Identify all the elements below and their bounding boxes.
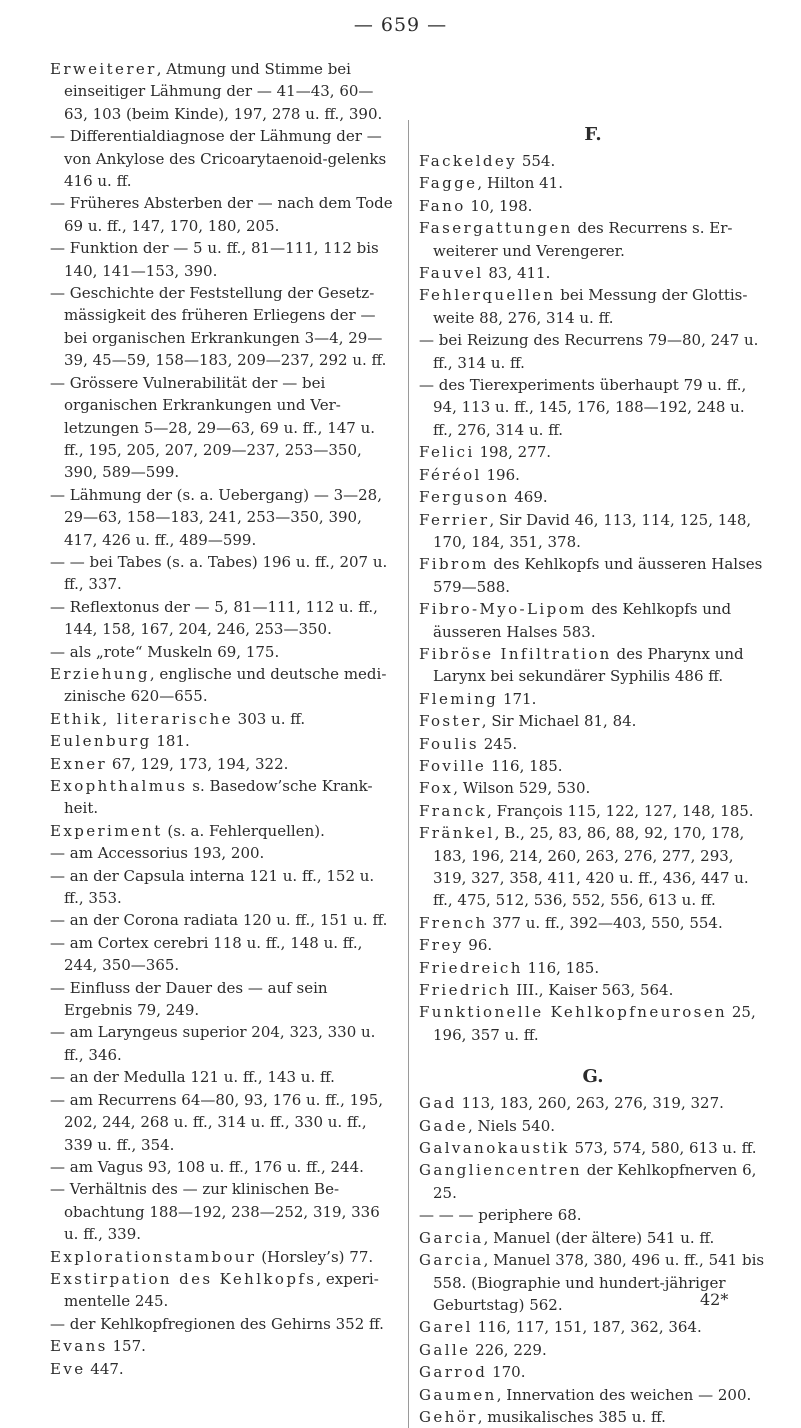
- entry-text: , Sir David 46, 113, 114, 125, 148, 170, 184, 351, 378.: [433, 510, 752, 551]
- entry-text: 116, 185.: [486, 756, 563, 775]
- entry-text: 113, 183, 260, 263, 276, 319, 327.: [456, 1094, 724, 1113]
- entry-headword: Frey: [419, 936, 464, 955]
- index-entry: [50, 663, 395, 708]
- index-entry: [50, 372, 395, 484]
- entry-headword: Explorationstambour: [50, 1247, 257, 1266]
- entry-text: bei Messung der Glottis-weite 88, 276, 314 u. ff.: [433, 286, 748, 327]
- index-entry: [419, 1137, 767, 1159]
- entry-text: 469.: [509, 488, 548, 507]
- entry-text: 171.: [498, 689, 537, 708]
- index-entry: [50, 192, 395, 237]
- entry-text: s. Basedow’sche Krank-heit.: [64, 777, 373, 818]
- index-entry: [50, 125, 395, 192]
- entry-text: — an der Medulla 121 u. ff., 143 u. ff.: [50, 1068, 335, 1087]
- index-entry: [50, 1313, 395, 1335]
- index-entry: [419, 979, 767, 1001]
- entry-headword: French: [419, 913, 488, 932]
- entry-headword: Evans: [50, 1337, 108, 1356]
- entry-text: — am Accessorius 193, 200.: [50, 844, 265, 863]
- entry-headword: Fleming: [419, 689, 499, 708]
- index-entry: [419, 1159, 767, 1204]
- index-entry: [50, 932, 395, 977]
- index-entry: [50, 484, 395, 551]
- entry-text: — Einfluss der Dauer des — auf sein Ergebnis 79, 249.: [50, 978, 328, 1020]
- entry-text: — Funktion der — 5 u. ff., 81—111, 112 bis 140, 141—153, 390.: [50, 239, 379, 280]
- index-entry: [419, 150, 767, 172]
- index-entry: [50, 1268, 395, 1313]
- entry-headword: Ethik, literarische: [50, 709, 233, 728]
- entry-text: 83, 411.: [483, 264, 551, 283]
- entry-text: — am Recurrens 64—80, 93, 176 u. ff., 195, 202, 244, 268 u. ff., 314 u. ff., 330 u. ff., 339 u. ff., 354.: [50, 1090, 384, 1154]
- entry-text: , Hilton 41.: [477, 174, 563, 193]
- entry-headword: Fibröse Infiltration: [419, 644, 612, 663]
- entry-text: , Manuel 378, 380, 496 u. ff., 541 bis 558. (Biographie und hundert-jähriger Geburtstag) 562.: [433, 1251, 765, 1314]
- index-entry: [50, 641, 395, 663]
- entry-headword: Funktionelle Kehlkopfneurosen: [419, 1003, 728, 1022]
- entry-text: — am Cortex cerebri 118 u. ff., 148 u. ff., 244, 350—365.: [50, 933, 363, 975]
- index-entry: [419, 509, 767, 554]
- entry-headword: Foulis: [419, 734, 479, 753]
- entry-text: — — — periphere 68.: [419, 1206, 582, 1225]
- entry-headword: Fränkel: [419, 824, 495, 843]
- entry-text: , Atmung und Stimme bei einseitiger Lähmung der — 41—43, 60—63, 103 (beim Kinde), 197, 278 u. ff., 390.: [64, 60, 383, 123]
- entry-text: des Recurrens s. Er-weiterer und Verengerer.: [433, 219, 733, 260]
- entry-text: , Manuel (der ältere) 541 u. ff.: [483, 1228, 715, 1247]
- entry-text: des Kehlkopfs und äusseren Halses 579—588.: [433, 555, 763, 596]
- index-entry: [50, 865, 395, 910]
- left-column: [50, 58, 395, 1380]
- entry-text: , Niels 540.: [468, 1116, 556, 1135]
- entry-text: 10, 198.: [465, 196, 533, 215]
- index-entry: [419, 598, 767, 643]
- right-column: [408, 120, 767, 1428]
- entry-text: 116, 185.: [522, 958, 600, 977]
- entry-text: — Verhältnis des — zur klinischen Be-obachtung 188—192, 238—252, 319, 336 u. ff., 339.: [50, 1180, 380, 1244]
- entry-text: des Kehlkopfs und äusseren Halses 583.: [433, 600, 732, 641]
- entry-text: des Pharynx und Larynx bei sekundärer Syphilis 486 ff.: [433, 644, 744, 686]
- index-entry: [419, 1361, 767, 1383]
- entry-text: , Innervation des weichen — 200.: [496, 1385, 752, 1404]
- index-entry: [419, 733, 767, 755]
- index-entry: [419, 441, 767, 463]
- entry-text: 377 u. ff., 392—403, 550, 554.: [487, 913, 723, 932]
- index-entry: [50, 596, 395, 641]
- entry-text: 67, 129, 173, 194, 322.: [107, 754, 289, 773]
- entry-headword: Galvanokaustik: [419, 1139, 570, 1158]
- entry-headword: Fehlerquellen: [419, 286, 556, 305]
- index-entry: [50, 1246, 395, 1268]
- entry-text: , Wilson 529, 530.: [453, 779, 591, 798]
- section-g-entries: [419, 1092, 767, 1428]
- entry-headword: Fibro-Myo-Lipom: [419, 600, 587, 619]
- entry-text: — an der Capsula interna 121 u. ff., 152 u. ff., 353.: [50, 866, 375, 908]
- index-entry: [50, 753, 395, 775]
- index-entry: [50, 1089, 395, 1156]
- index-entry: [419, 464, 767, 486]
- index-entry: [419, 1406, 767, 1428]
- entry-text: , François 115, 122, 127, 148, 185.: [487, 801, 754, 820]
- signature-mark: 42*: [700, 1290, 729, 1309]
- entry-headword: Exner: [50, 754, 108, 773]
- entry-text: — Differentialdiagnose der Lähmung der — von Ankylose des Cricoarytaenoid-gelenks 416 u. ff.: [50, 127, 387, 191]
- entry-headword: Ferrier: [419, 510, 490, 529]
- entry-headword: Garcia: [419, 1228, 484, 1247]
- index-entry: [419, 777, 767, 799]
- entry-text: 157.: [107, 1337, 146, 1356]
- index-entry: [419, 284, 767, 329]
- entry-headword: Fagge: [419, 174, 478, 193]
- entry-headword: Gehör: [419, 1407, 478, 1426]
- index-entry: [50, 820, 395, 842]
- entry-text: — Früheres Absterben der — nach dem Tode 69 u. ff., 147, 170, 180, 205.: [50, 194, 393, 235]
- index-entry: [419, 710, 767, 732]
- entry-headword: Fasergattungen: [419, 219, 573, 238]
- index-entry: [50, 1358, 395, 1380]
- index-entry: [419, 172, 767, 194]
- index-entry: [419, 1384, 767, 1406]
- entry-text: — Reflextonus der — 5, 81—111, 112 u. ff., 144, 158, 167, 204, 246, 253—350.: [50, 597, 378, 639]
- entry-text: — der Kehlkopfregionen des Gehirns 352 ff.: [50, 1314, 384, 1333]
- index-entry: [419, 688, 767, 710]
- index-entry: [419, 262, 767, 284]
- entry-text: 573, 574, 580, 613 u. ff.: [569, 1139, 757, 1158]
- entry-text: 303 u. ff.: [232, 709, 306, 728]
- entry-headword: Féréol: [419, 465, 482, 484]
- index-entry: [419, 486, 767, 508]
- entry-headword: Foster: [419, 712, 482, 731]
- entry-headword: Friedreich: [419, 958, 523, 977]
- index-entry: [419, 329, 767, 374]
- entry-headword: Erweiterer: [50, 60, 157, 78]
- entry-headword: Experiment: [50, 821, 163, 840]
- entry-text: 198, 277.: [474, 443, 552, 462]
- entry-text: 116, 117, 151, 187, 362, 364.: [472, 1318, 702, 1337]
- entry-headword: Friedrich: [419, 981, 512, 1000]
- entry-headword: Eulenburg: [50, 732, 152, 751]
- index-entry: [419, 1092, 767, 1114]
- index-entry: [419, 374, 767, 441]
- index-entry: [50, 1178, 395, 1245]
- entry-text: , B., 25, 83, 86, 88, 92, 170, 178, 183, 196, 214, 260, 263, 276, 277, 293, 319, 327, 358, 411, 420 u. ff., 436, 447 u. ff., 475, 512, 536, 552, 556, 613 u. ff.: [433, 824, 749, 910]
- entry-headword: Fibrom: [419, 555, 489, 574]
- entry-text: — — bei Tabes (s. a. Tabes) 196 u. ff., 207 u. ff., 337.: [50, 552, 388, 594]
- entry-text: — am Vagus 93, 108 u. ff., 176 u. ff., 244.: [50, 1157, 364, 1176]
- index-entry: [50, 775, 395, 820]
- index-entry: [419, 822, 767, 912]
- entry-text: 170.: [487, 1363, 526, 1382]
- entry-text: (Horsley’s) 77.: [256, 1247, 374, 1266]
- entry-text: — Grössere Vulnerabilität der — bei organischen Erkrankungen und Ver-letzungen 5—28, 29—63, 69 u. ff., 147 u. ff., 195, 205, 207, 209—237, 253—350, 390, 589—599.: [50, 373, 376, 482]
- entry-headword: Gangliencentren: [419, 1161, 582, 1180]
- entry-text: , englische und deutsche medi-zinische 620—655.: [64, 664, 387, 706]
- entry-text: (s. a. Fehlerquellen).: [162, 821, 325, 840]
- entry-headword: Erziehung: [50, 664, 150, 683]
- index-entry: [50, 977, 395, 1022]
- entry-text: 554.: [517, 152, 556, 170]
- entry-text: 447.: [85, 1359, 124, 1378]
- entry-text: — des Tierexperiments überhaupt 79 u. ff., 94, 113 u. ff., 145, 176, 188—192, 248 u. ff., 276, 314 u. ff.: [419, 376, 747, 439]
- entry-text: 245.: [478, 734, 518, 753]
- entry-text: — als „rote“ Muskeln 69, 175.: [50, 642, 280, 661]
- entry-text: 181.: [151, 732, 190, 751]
- index-entry: [50, 1021, 395, 1066]
- section-f-entries: [419, 150, 767, 1046]
- entry-text: 25, 196, 357 u. ff.: [433, 1003, 756, 1044]
- index-entry: [50, 842, 395, 864]
- index-entry: [50, 909, 395, 931]
- index-entry: [50, 1335, 395, 1357]
- section-letter-f: F.: [584, 124, 602, 145]
- index-entry: [50, 551, 395, 596]
- index-entry: [419, 957, 767, 979]
- entry-headword: Eve: [50, 1359, 86, 1378]
- entry-text: — an der Corona radiata 120 u. ff., 151 u. ff.: [50, 911, 388, 930]
- entry-text: — Geschichte der Feststellung der Gesetz-mässigkeit des früheren Erliegens der — bei organischen Erkrankungen 3—4, 29—39, 45—59, 158—183, 209—237, 292 u. ff.: [50, 284, 387, 370]
- index-entry: [419, 553, 767, 598]
- entry-headword: Gaumen: [419, 1385, 497, 1404]
- entry-text: III., Kaiser 563, 564.: [511, 981, 674, 1000]
- index-entry: [419, 912, 767, 934]
- index-entry: [419, 1227, 767, 1249]
- index-entry: [50, 58, 395, 125]
- entry-headword: Galle: [419, 1340, 471, 1359]
- entry-headword: Franck: [419, 801, 488, 820]
- index-entry: [419, 934, 767, 956]
- index-entry: [419, 755, 767, 777]
- entry-text: , Sir Michael 81, 84.: [481, 712, 637, 731]
- entry-headword: Foville: [419, 756, 487, 775]
- entry-headword: Gade: [419, 1116, 469, 1135]
- entry-headword: Fauvel: [419, 264, 484, 283]
- entry-headword: Garrod: [419, 1363, 488, 1382]
- entry-headword: Ferguson: [419, 488, 510, 507]
- entry-text: 196.: [481, 465, 520, 484]
- entry-headword: Felici: [419, 443, 475, 462]
- index-entry: [419, 1339, 767, 1361]
- index-entry: [50, 730, 395, 752]
- entry-headword: Garcia: [419, 1251, 484, 1270]
- entry-text: der Kehlkopfnerven 6, 25.: [433, 1161, 757, 1202]
- entry-text: — Lähmung der (s. a. Uebergang) — 3—28, 29—63, 158—183, 241, 253—350, 390, 417, 426 u. ff., 489—599.: [50, 485, 382, 549]
- index-entry: [419, 195, 767, 217]
- entry-text: — am Laryngeus superior 204, 323, 330 u. ff., 346.: [50, 1023, 376, 1064]
- entry-text: , musikalisches 385 u. ff.: [477, 1407, 666, 1426]
- entry-text: — bei Reizung des Recurrens 79—80, 247 u. ff., 314 u. ff.: [419, 331, 759, 372]
- entry-headword: Exstirpation des Kehlkopfs: [50, 1269, 317, 1288]
- entry-headword: Fano: [419, 196, 466, 215]
- index-entry: [419, 1115, 767, 1137]
- entry-text: , experi-mentelle 245.: [64, 1269, 379, 1311]
- index-entry: [419, 643, 767, 688]
- index-entry: [50, 282, 395, 372]
- entry-headword: Exophthalmus: [50, 777, 188, 795]
- index-entry: [50, 1066, 395, 1088]
- index-entry: [419, 800, 767, 822]
- entry-headword: Fox: [419, 779, 454, 798]
- entry-headword: Garel: [419, 1318, 473, 1337]
- entry-headword: Fackeldey: [419, 152, 518, 170]
- page-number: — 659 —: [353, 14, 448, 36]
- index-entry: [50, 237, 395, 282]
- entry-text: 226, 229.: [470, 1340, 547, 1359]
- section-letter-g: G.: [582, 1066, 604, 1088]
- entry-headword: Gad: [419, 1094, 457, 1113]
- index-entry: [419, 1001, 767, 1046]
- index-entry: [50, 1156, 395, 1178]
- index-entry: [419, 1204, 767, 1226]
- index-entry: [50, 708, 395, 730]
- entry-text: 96.: [463, 936, 493, 955]
- index-entry: [419, 217, 767, 262]
